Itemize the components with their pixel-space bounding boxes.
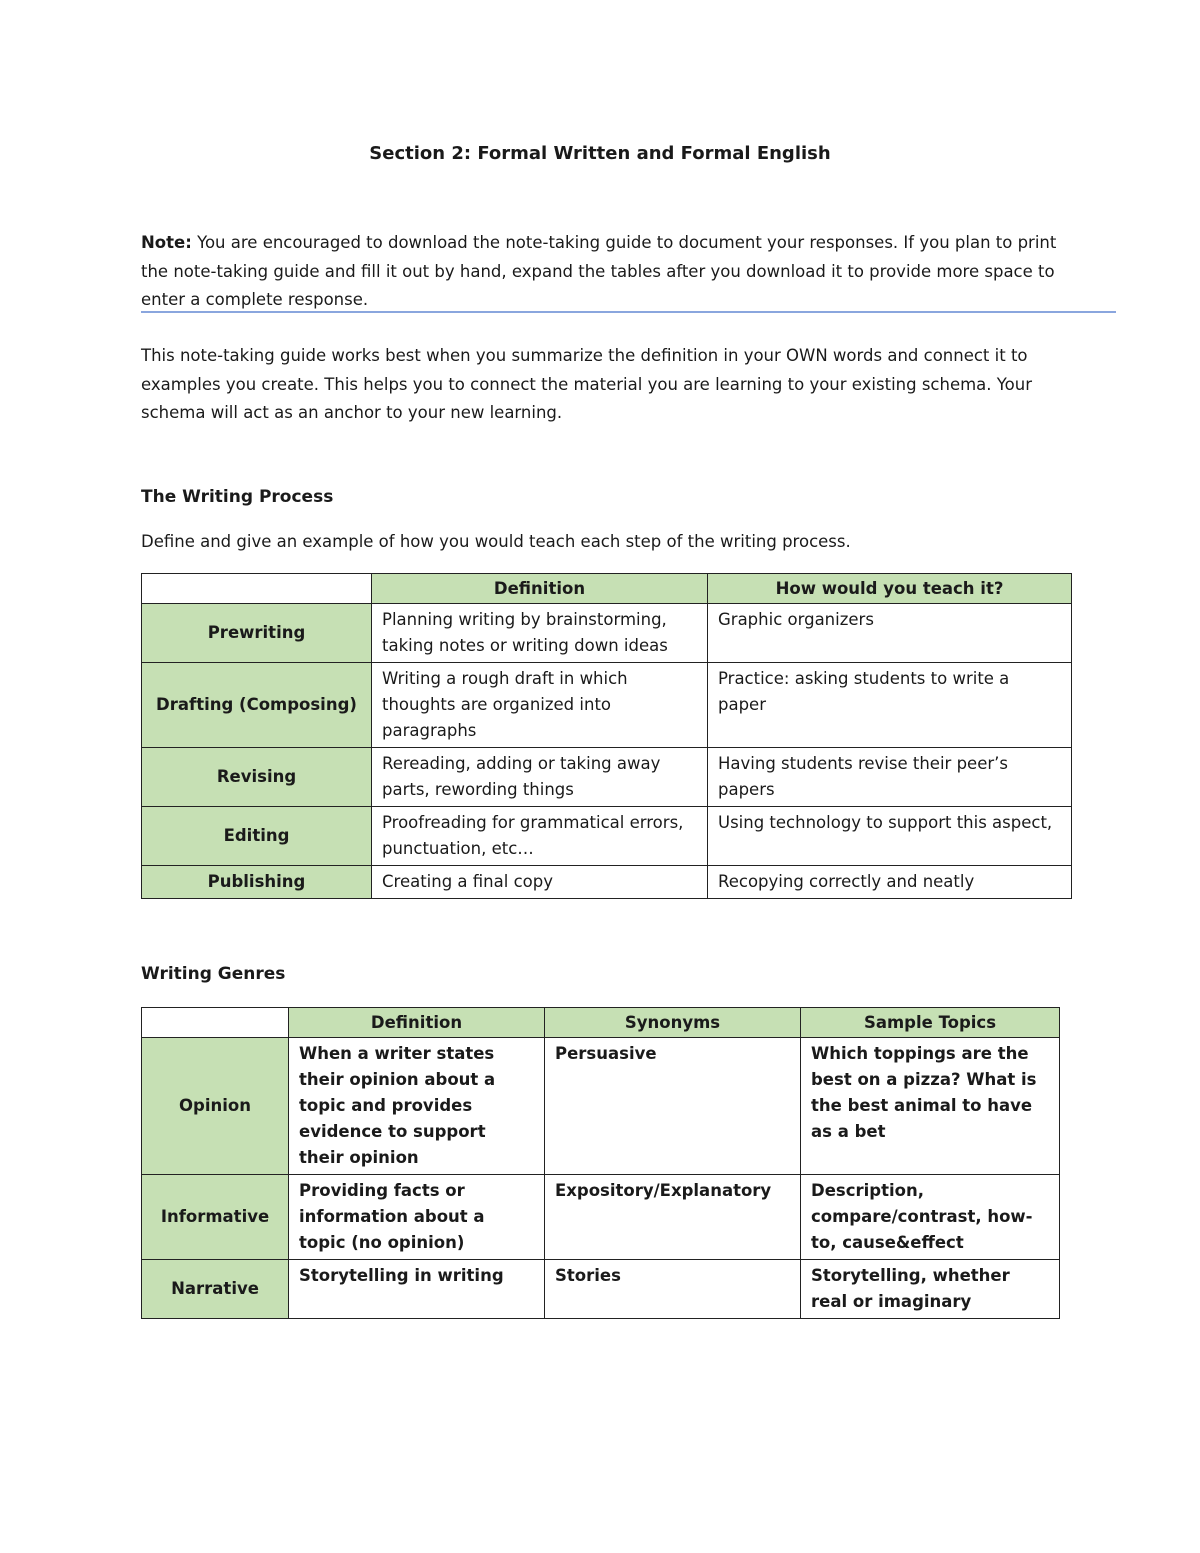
row-header: Revising [142,748,372,807]
column-header: Synonyms [545,1008,801,1038]
row-header: Narrative [142,1260,289,1319]
row-header: Prewriting [142,604,372,663]
definition-cell: Creating a final copy [372,866,708,899]
definition-cell: Storytelling in writing [289,1260,545,1319]
column-header: Definition [372,574,708,604]
writing-process-table [141,573,1072,899]
table-row [142,663,1072,748]
column-header: Definition [289,1008,545,1038]
table-header-row [142,1008,1060,1038]
header-corner-cell [142,1008,289,1038]
synonyms-cell: Stories [545,1260,801,1319]
writing-process-heading: The Writing Process [141,487,334,507]
header-corner-cell [142,574,372,604]
synonyms-cell: Persuasive [545,1038,801,1175]
row-header: Informative [142,1175,289,1260]
table-row [142,604,1072,663]
synonyms-cell: Expository/Explanatory [545,1175,801,1260]
writing-process-instructions: Define and give an example of how you would teach each step of the writing process. [141,532,851,551]
teach-cell: Using technology to support this aspect, [708,807,1072,866]
definition-cell: Rereading, adding or taking away parts, rewording things [372,748,708,807]
table-row [142,866,1072,899]
definition-cell: Proofreading for grammatical errors, punctuation, etc… [372,807,708,866]
note-paragraph [141,229,1071,315]
definition-cell: Providing facts or information about a topic (no opinion) [289,1175,545,1260]
table-row [142,1038,1060,1175]
definition-cell: Writing a rough draft in which thoughts are organized into paragraphs [372,663,708,748]
topics-cell: Description, compare/contrast, how-to, cause&effect [801,1175,1060,1260]
writing-genres-table [141,1007,1060,1319]
table-row [142,1175,1060,1260]
column-header: How would you teach it? [708,574,1072,604]
definition-cell: When a writer states their opinion about a topic and provides evidence to support their opinion [289,1038,545,1175]
topics-cell: Which toppings are the best on a pizza? What is the best animal to have as a bet [801,1038,1060,1175]
row-header: Editing [142,807,372,866]
definition-cell: Planning writing by brainstorming, taking notes or writing down ideas [372,604,708,663]
teach-cell: Having students revise their peer’s papers [708,748,1072,807]
topics-cell: Storytelling, whether real or imaginary [801,1260,1060,1319]
page-title: Section 2: Formal Written and Formal English [369,143,831,164]
teach-cell: Practice: asking students to write a paper [708,663,1072,748]
row-header: Publishing [142,866,372,899]
guide-paragraph: This note-taking guide works best when you summarize the definition in your OWN words and connect it to examples you create. This helps you to connect the material you are learning to your existing schema. Your schema will act as an anchor to your new learning. [141,346,1032,422]
teach-cell: Graphic organizers [708,604,1072,663]
writing-genres-heading: Writing Genres [141,964,286,984]
table-header-row [142,574,1072,604]
note-label: Note: [141,233,192,252]
table-row [142,1260,1060,1319]
table-row [142,807,1072,866]
divider-rule [141,311,1116,313]
row-header: Drafting (Composing) [142,663,372,748]
teach-cell: Recopying correctly and neatly [708,866,1072,899]
row-header: Opinion [142,1038,289,1175]
note-text: You are encouraged to download the note-taking guide to document your responses. If you plan to print the note-taking guide and fill it out by hand, expand the tables after you download it to provide more space to enter a complete response. [141,233,1057,309]
column-header: Sample Topics [801,1008,1060,1038]
table-row [142,748,1072,807]
